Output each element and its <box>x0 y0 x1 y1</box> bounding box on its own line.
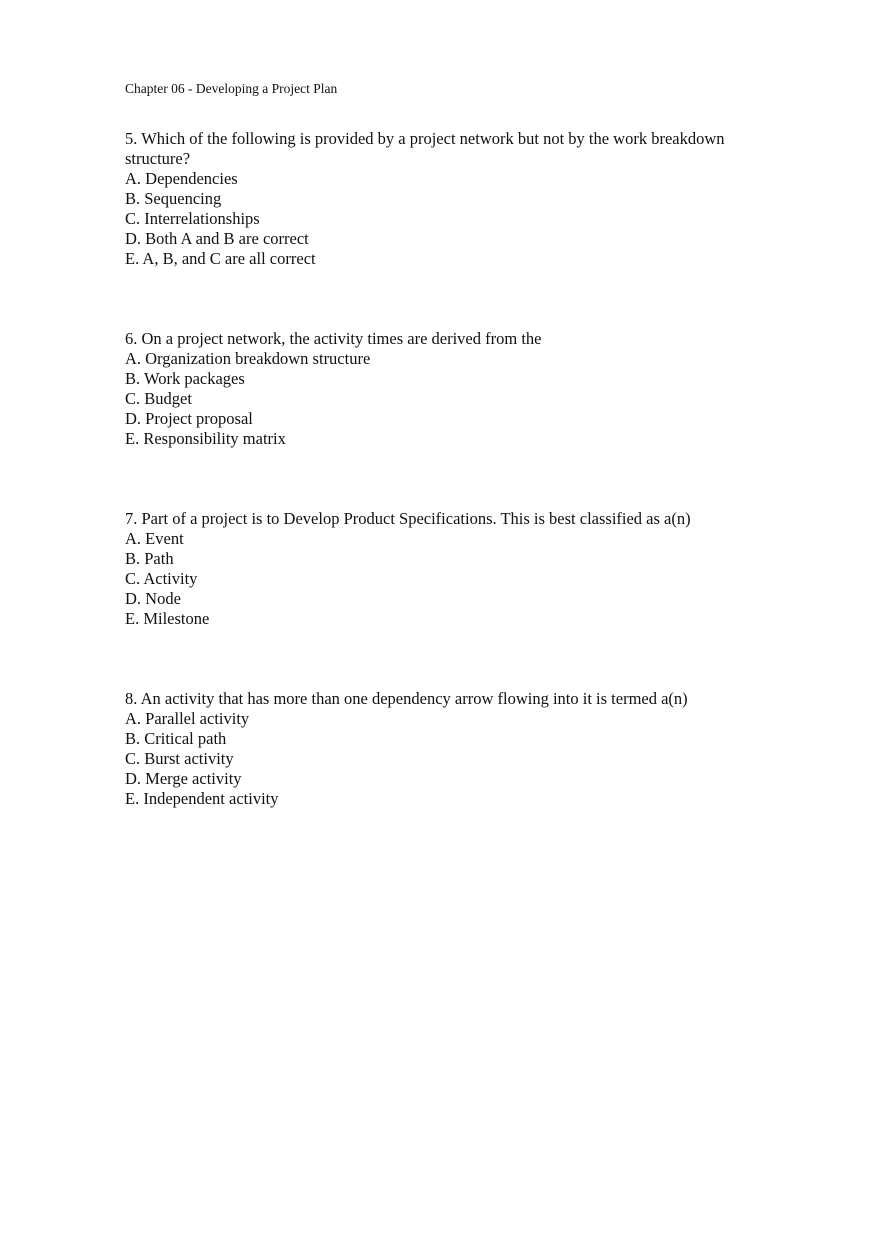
question-5 <box>125 129 765 269</box>
question-7 <box>125 509 765 629</box>
option-a: A. Organization breakdown structure <box>125 349 371 368</box>
question-text: 7. Part of a project is to Develop Product Specifications. This is best classified as a(n) <box>125 509 691 528</box>
option-b: B. Work packages <box>125 369 245 388</box>
option-a: A. Parallel activity <box>125 709 250 728</box>
question-6 <box>125 329 765 449</box>
option-e: E. Milestone <box>125 609 210 628</box>
option-e: E. Independent activity <box>125 789 279 808</box>
option-c: C. Interrelationships <box>125 209 260 228</box>
option-c: C. Budget <box>125 389 192 408</box>
option-d: D. Merge activity <box>125 769 242 788</box>
question-text: 5. Which of the following is provided by a project network but not by the work breakdown structure? <box>125 129 725 168</box>
option-c: C. Activity <box>125 569 198 588</box>
chapter-header: Chapter 06 - Developing a Project Plan <box>125 81 338 96</box>
option-d: D. Node <box>125 589 181 608</box>
option-e: E. A, B, and C are all correct <box>125 249 316 268</box>
question-text: 8. An activity that has more than one dependency arrow flowing into it is termed a(n) <box>125 689 688 708</box>
option-d: D. Project proposal <box>125 409 253 428</box>
option-a: A. Event <box>125 529 184 548</box>
question-text: 6. On a project network, the activity times are derived from the <box>125 329 542 348</box>
option-b: B. Path <box>125 549 174 568</box>
option-c: C. Burst activity <box>125 749 234 768</box>
option-b: B. Sequencing <box>125 189 222 208</box>
option-d: D. Both A and B are correct <box>125 229 309 248</box>
option-a: A. Dependencies <box>125 169 238 188</box>
option-e: E. Responsibility matrix <box>125 429 286 448</box>
option-b: B. Critical path <box>125 729 227 748</box>
question-8 <box>125 689 765 809</box>
